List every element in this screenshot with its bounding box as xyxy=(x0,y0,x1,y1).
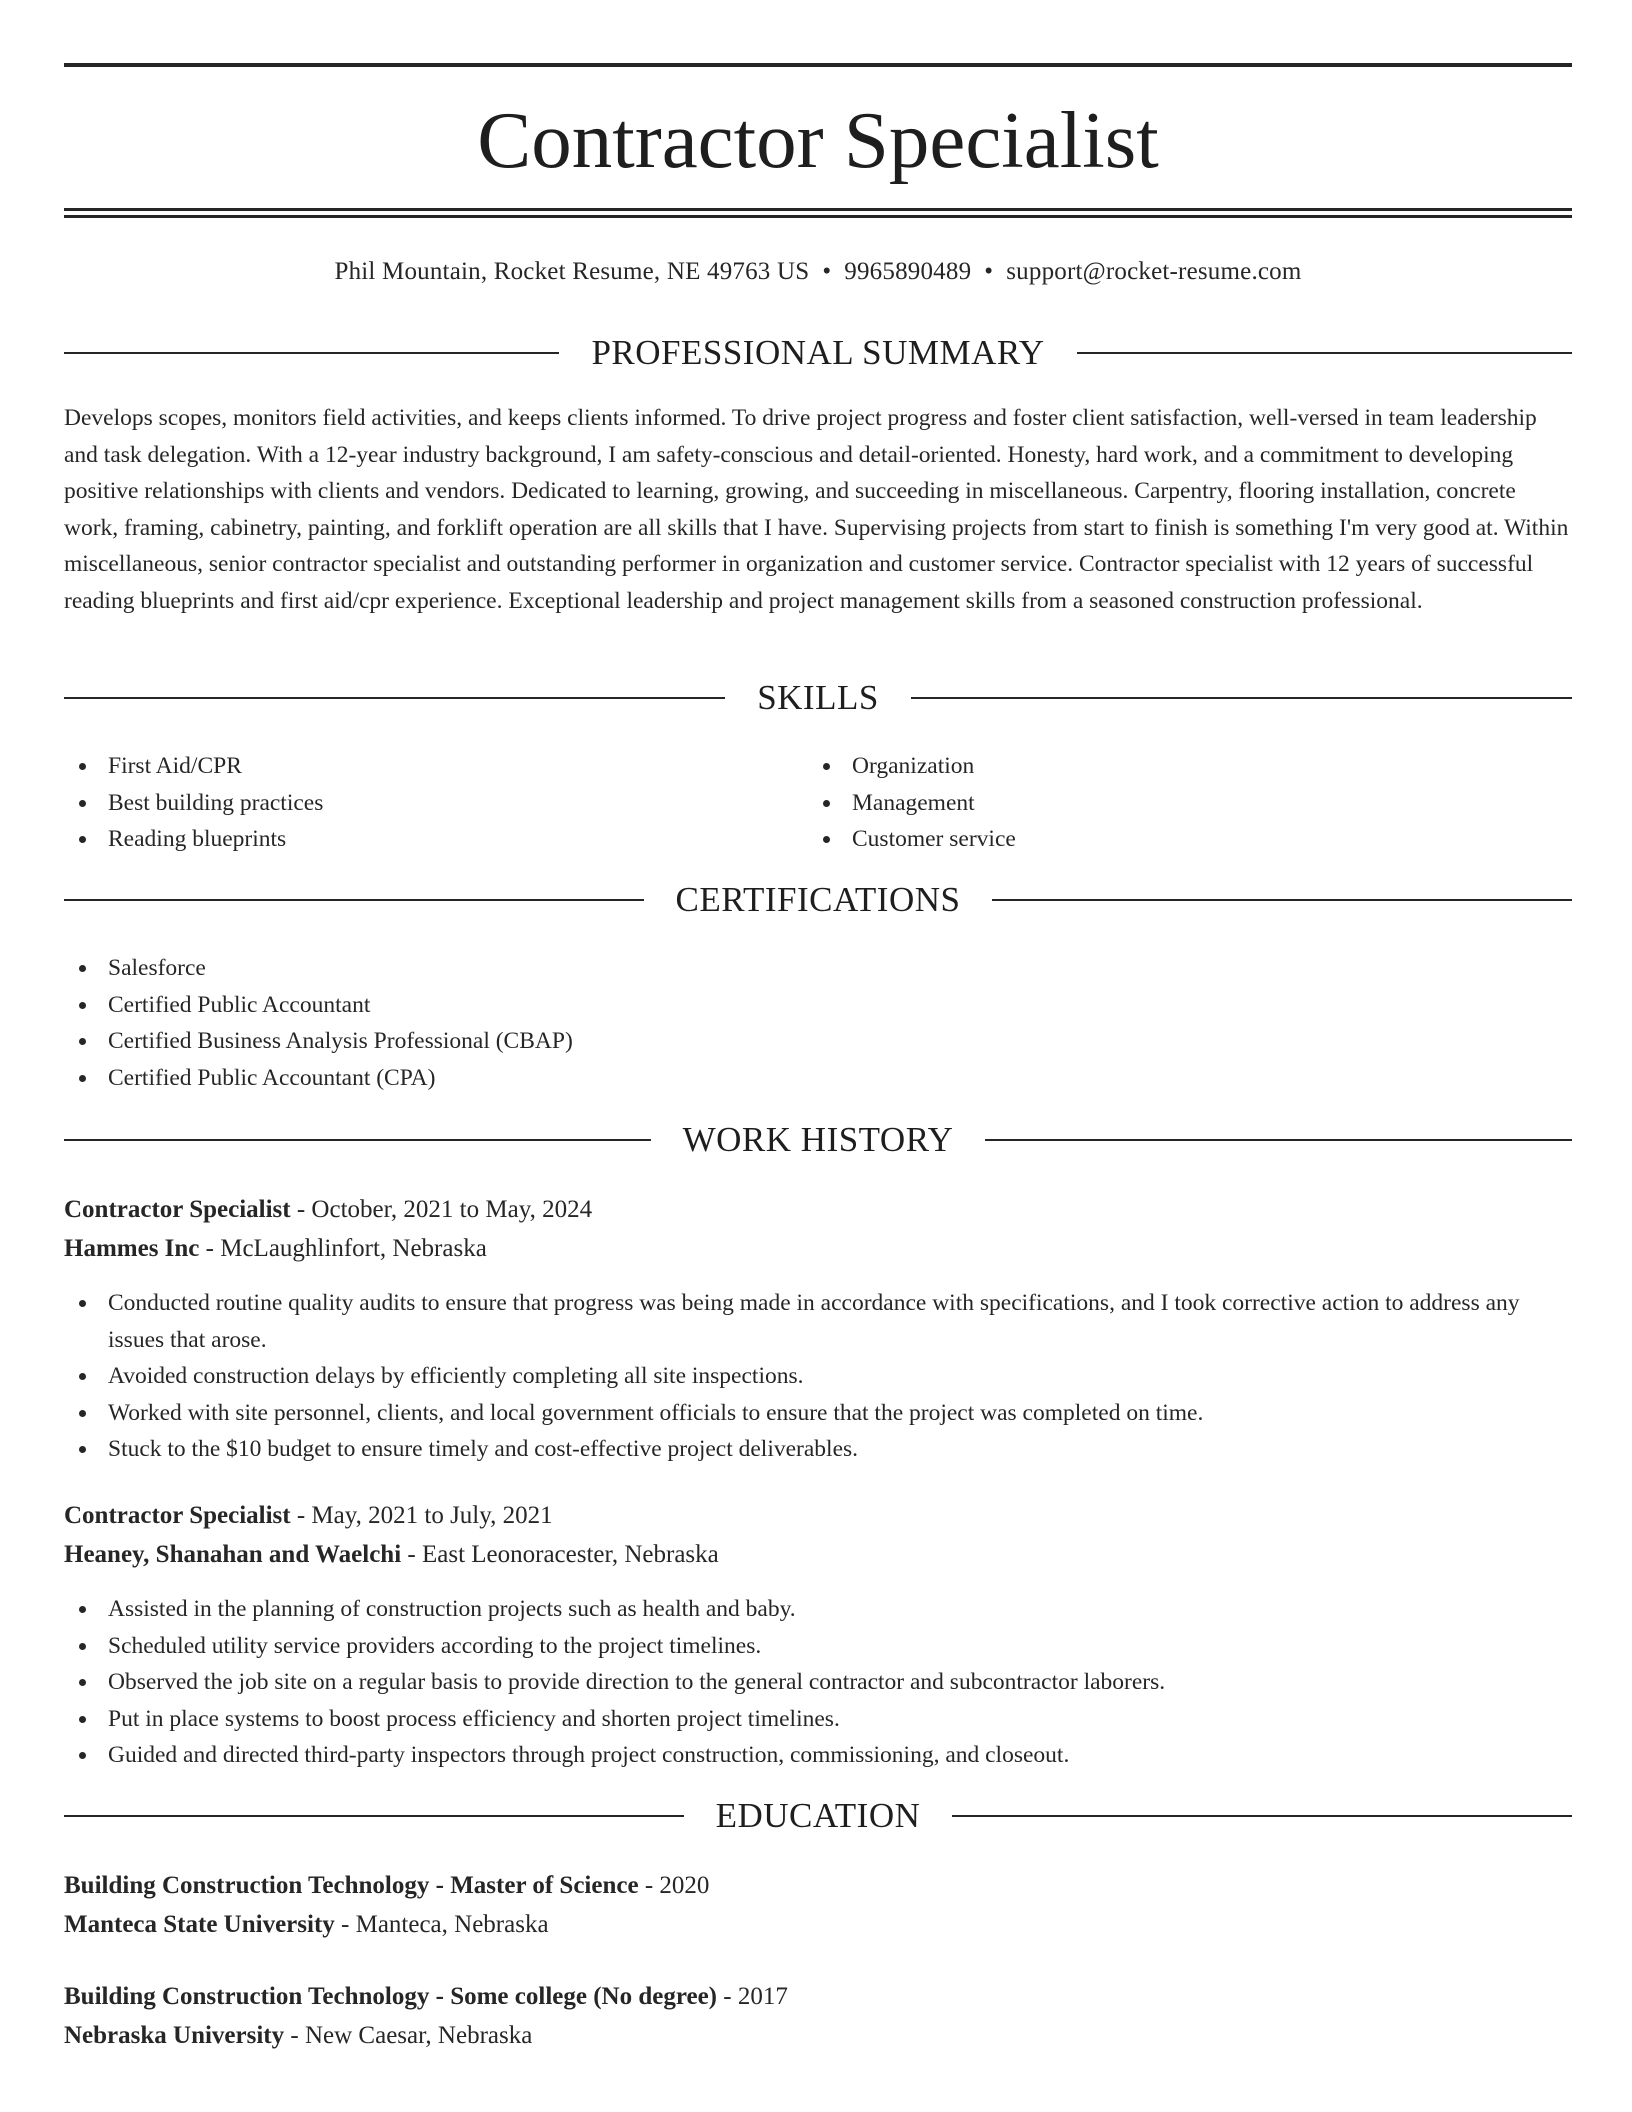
certification-item: Certified Business Analysis Professional (CBAP) xyxy=(64,1023,1572,1060)
duty-item: Avoided construction delays by efficiently completing all site inspections. xyxy=(64,1358,1572,1395)
section-heading-skills xyxy=(64,676,1572,720)
skill-item: Best building practices xyxy=(64,785,764,822)
divider xyxy=(1077,352,1572,354)
contact-phone: 9965890489 xyxy=(844,258,972,285)
job-dates: - October, 2021 to May, 2024 xyxy=(290,1196,593,1223)
job-duties-list xyxy=(64,1285,1572,1468)
divider xyxy=(64,352,559,354)
education-location: - New Caesar, Nebraska xyxy=(284,2022,533,2049)
skills-list-right xyxy=(808,748,1508,858)
education-school: Manteca State University xyxy=(64,1911,335,1938)
duty-item: Guided and directed third-party inspectors through project construction, commissioning, and closeout. xyxy=(64,1737,1572,1774)
education-degree: Building Construction Technology - Master of Science xyxy=(64,1872,639,1899)
header-bottom-rule-2 xyxy=(64,215,1572,218)
skill-item: Management xyxy=(808,785,1508,822)
duty-item: Conducted routine quality audits to ensure that progress was being made in accordance with specifications, and I took corrective action to address any issues that arose. xyxy=(64,1285,1572,1358)
divider xyxy=(985,1139,1572,1141)
divider xyxy=(64,1139,651,1141)
section-title: WORK HISTORY xyxy=(682,1120,954,1159)
job-role: Contractor Specialist xyxy=(64,1196,291,1223)
section-title: PROFESSIONAL SUMMARY xyxy=(591,333,1045,372)
job-company: Hammes Inc xyxy=(64,1235,200,1262)
divider xyxy=(64,899,644,901)
contact-address: Phil Mountain, Rocket Resume, NE 49763 US xyxy=(334,258,810,285)
certification-item: Certified Public Accountant (CPA) xyxy=(64,1060,1572,1097)
job-location: - East Leonoracester, Nebraska xyxy=(401,1541,719,1568)
divider xyxy=(911,697,1572,699)
education-school: Nebraska University xyxy=(64,2022,285,2049)
job-title-line xyxy=(64,1498,553,1534)
job-company-line xyxy=(64,1231,487,1267)
duty-item: Scheduled utility service providers according to the project timelines. xyxy=(64,1628,1572,1665)
skills-list-left xyxy=(64,748,764,858)
summary-text: Develops scopes, monitors field activities, and keeps clients informed. To drive project progress and foster client satisfaction, well-versed in team leadership and task delegation. With a 12-year industry background, I am safety-conscious and detail-oriented. Honesty, hard work, and a commitment to developing positive relationships with clients and vendors. Dedicated to learning, growing, and succeeding in miscellaneous. Carpentry, flooring installation, concrete work, framing, cabinetry, painting, and forklift operation are all skills that I have. Supervising projects from start to finish is something I'm very good at. Within miscellaneous, senior contractor specialist and outstanding performer in organization and customer service. Contractor specialist with 12 years of successful reading blueprints and first aid/cpr experience. Exceptional leadership and project management skills from a seasoned construction professional. xyxy=(64,405,1569,614)
section-title: CERTIFICATIONS xyxy=(675,880,961,919)
job-duties-list xyxy=(64,1591,1572,1774)
section-heading-summary xyxy=(64,331,1572,375)
education-year: - 2020 xyxy=(638,1872,710,1899)
skill-item: Reading blueprints xyxy=(64,821,764,858)
duty-item: Assisted in the planning of construction projects such as health and baby. xyxy=(64,1591,1572,1628)
skill-item: First Aid/CPR xyxy=(64,748,764,785)
education-degree-line xyxy=(64,1868,709,1904)
duty-item: Worked with site personnel, clients, and local government officials to ensure that the project was completed on time. xyxy=(64,1395,1572,1432)
skill-item: Customer service xyxy=(808,821,1508,858)
certification-item: Certified Public Accountant xyxy=(64,987,1572,1024)
section-heading-certifications xyxy=(64,878,1572,922)
education-location: - Manteca, Nebraska xyxy=(334,1911,549,1938)
divider xyxy=(952,1815,1572,1817)
education-school-line xyxy=(64,1907,549,1943)
education-school-line xyxy=(64,2018,532,2054)
job-company: Heaney, Shanahan and Waelchi xyxy=(64,1541,402,1568)
contact-line xyxy=(64,255,1572,289)
candidate-name: Contractor Specialist xyxy=(477,95,1159,185)
contact-email: support@rocket-resume.com xyxy=(1006,258,1302,285)
header-bottom-rule xyxy=(64,208,1572,211)
divider xyxy=(64,697,725,699)
job-location: - McLaughlinfort, Nebraska xyxy=(199,1235,487,1262)
job-title-line xyxy=(64,1192,592,1228)
section-heading-work-history xyxy=(64,1118,1572,1162)
education-degree: Building Construction Technology - Some college (No degree) xyxy=(64,1983,718,2010)
education-degree-line xyxy=(64,1979,788,2015)
section-heading-education xyxy=(64,1794,1572,1838)
section-title: SKILLS xyxy=(757,678,879,717)
certification-item: Salesforce xyxy=(64,950,1572,987)
divider xyxy=(64,1815,684,1817)
job-company-line xyxy=(64,1537,719,1573)
job-role: Contractor Specialist xyxy=(64,1502,291,1529)
duty-item: Put in place systems to boost process efficiency and shorten project timelines. xyxy=(64,1701,1572,1738)
duty-item: Observed the job site on a regular basis to provide direction to the general contractor and subcontractor laborers. xyxy=(64,1664,1572,1701)
divider xyxy=(992,899,1572,901)
section-title: EDUCATION xyxy=(715,1796,921,1835)
education-year: - 2017 xyxy=(717,1983,788,2010)
skill-item: Organization xyxy=(808,748,1508,785)
job-dates: - May, 2021 to July, 2021 xyxy=(290,1502,553,1529)
contact-separator: • xyxy=(984,258,994,285)
duty-item: Stuck to the $10 budget to ensure timely and cost-effective project deliverables. xyxy=(64,1431,1572,1468)
header-top-rule xyxy=(64,63,1572,67)
certifications-list xyxy=(64,950,1572,1096)
contact-separator: • xyxy=(822,258,832,285)
